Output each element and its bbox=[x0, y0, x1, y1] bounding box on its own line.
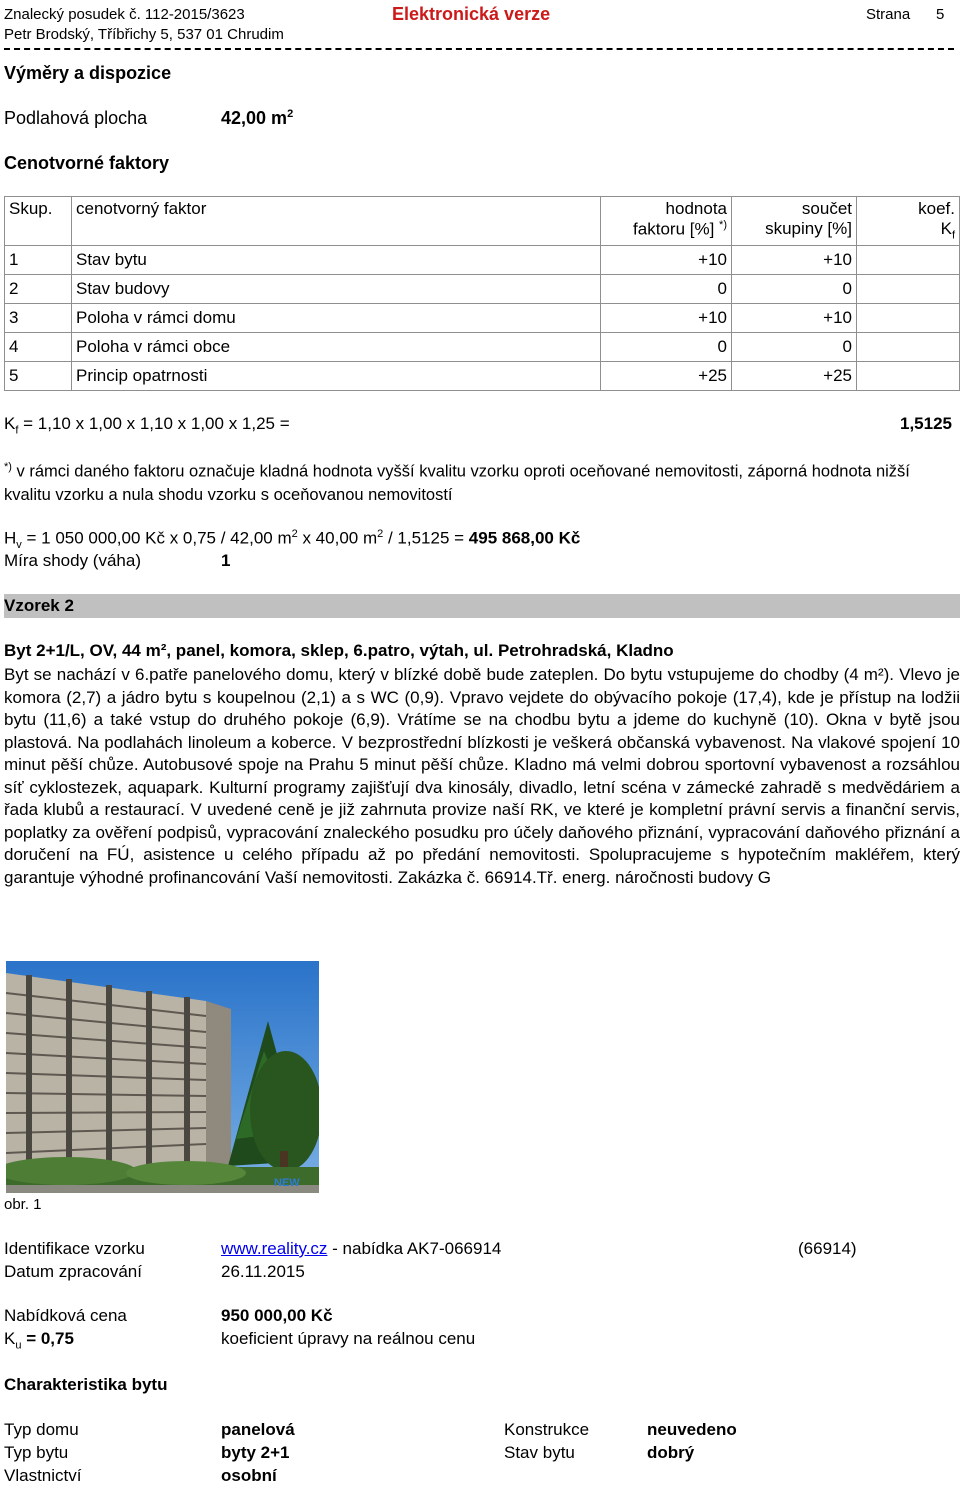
factor-note: *) v rámci daného faktoru označuje kladná hodnota vyšší kvalitu vzorku oproti oceňované nemovitosti, záporná hodnota nižší kvalitu vzorku a nula shodu vzorku s oceňovanou nemovitostí bbox=[4, 461, 910, 504]
hv-formula: $H_v = 1$ 050 000,00 Kč x 0,75 / 42,00 $m^2$ x 40,00 $m^2 / 1,5125 = 495$ 868,00 Kč bbox=[4, 528, 581, 552]
floor-area-value: 42,00 $m^2$ bbox=[221, 108, 294, 128]
ku-label: $K_u = 0,75$ bbox=[4, 1329, 74, 1352]
photo-caption: obr. 1 bbox=[4, 1196, 42, 1213]
table-row: 5 Princip opatrnosti +25 +25 bbox=[5, 362, 960, 391]
table-row: 2 Stav budovy 0 0 bbox=[5, 275, 960, 304]
char-label-2: Stav bytu bbox=[504, 1443, 575, 1462]
char-value-2: neuvedeno bbox=[647, 1420, 737, 1439]
table-row: 4 Poloha v rámci obce 0 0 bbox=[5, 333, 960, 362]
weight-label: Míra shody (váha) bbox=[4, 551, 141, 570]
price-value: 950 000,00 Kč bbox=[221, 1306, 333, 1325]
kf-result: 1,5125 bbox=[900, 414, 952, 433]
char-value: osobní bbox=[221, 1466, 277, 1485]
version-label: Elektronická verze bbox=[392, 4, 551, 24]
sample-title-bar bbox=[4, 594, 960, 618]
col-sum: součet skupiny [%] bbox=[732, 197, 857, 246]
id-label: Identifikace vzorku bbox=[4, 1239, 145, 1258]
page-label: Strana bbox=[866, 6, 911, 23]
sample-headline: Byt 2+1/L, OV, 44 m², panel, komora, sklep, 6.patro, výtah, ul. Petrohradská, Kladno bbox=[4, 641, 674, 660]
factors-table bbox=[4, 196, 960, 391]
table-row: 3 Poloha v rámci domu +10 +10 bbox=[5, 304, 960, 333]
char-label: Typ domu bbox=[4, 1420, 79, 1439]
char-label-2: Konstrukce bbox=[504, 1420, 590, 1439]
table-row: 1 Stav bytu +10 +10 bbox=[5, 246, 960, 275]
char-label: Vlastnictví bbox=[4, 1466, 82, 1485]
page-number: 5 bbox=[936, 6, 945, 23]
date-value: 26.11.2015 bbox=[221, 1262, 305, 1281]
col-value: hodnota faktoru [%] *) bbox=[601, 197, 732, 246]
section-title-vymery: Výměry a dispozice bbox=[4, 63, 172, 83]
ku-description: koeficient úpravy na reálnou cenu bbox=[221, 1329, 476, 1348]
char-label: Typ bytu bbox=[4, 1443, 69, 1462]
photo-watermark: NEW bbox=[274, 1177, 300, 1189]
section-title-faktory: Cenotvorné faktory bbox=[4, 153, 170, 173]
sample-photo bbox=[6, 961, 319, 1193]
char-value: panelová bbox=[221, 1420, 295, 1439]
id-code: (66914) bbox=[798, 1239, 857, 1258]
reality-link[interactable]: www.reality.cz bbox=[221, 1239, 328, 1258]
char-value-2: dobrý bbox=[647, 1443, 695, 1462]
author-line: Petr Brodský, Tříbřichy 5, 537 01 Chrudim bbox=[4, 26, 284, 43]
weight-value: 1 bbox=[221, 551, 231, 570]
kf-formula: $K_f = 1,10$ x 1,00 x 1,10 x 1,00 x 1,25 = bbox=[4, 414, 290, 437]
date-label: Datum zpracování bbox=[4, 1262, 142, 1281]
sample-title: Vzorek 2 bbox=[4, 596, 74, 615]
col-group: Skup. bbox=[5, 197, 72, 246]
price-label: Nabídková cena bbox=[4, 1306, 127, 1325]
col-koef: koef. $K_f$ bbox=[857, 197, 960, 246]
header-divider bbox=[4, 48, 954, 50]
id-value: www.reality.cz - nabídka AK7-066914 bbox=[221, 1239, 502, 1258]
col-factor: cenotvorný faktor bbox=[72, 197, 601, 246]
section-title-charakteristika: Charakteristika bytu bbox=[4, 1375, 168, 1394]
doc-number: Znalecký posudek č. 112-2015/3623 bbox=[4, 6, 245, 23]
char-value: byty 2+1 bbox=[221, 1443, 290, 1462]
sample-description: Byt se nachází v 6.patře panelového domu, který v blízké době bude zateplen. Do bytu vstupujeme do chodby (4 m²). Vlevo je komora (2,7) a jádro bytu s koupelnou (2,1) a s WC (0,9). Vpravo vejdete do obývacího pokoje (17,4), kde je přístup na lodžii bytu (11,6) a také vstup do druhého pokoje (6,9). Vrátíme se na chodbu bytu a jdeme do kuchyně (10). Okna v bytě jsou plastová. Na podlahách linoleum a koberce. V bezprostřední blízkosti je veškerá občanská vybavenost. Na vlakové spojení 10 minut pěší chůze. Autobusové spoje na Prahu 5 minut pěší chůze. Kladno má velmi dobrou sportovní vybavenost a rozsáhlou síť cyklostezek, aquapark. Kulturní programy zajišťují dva kinosály, divadlo, letní scéna v zámecké zahradě s medvědáriem a řada klubů a restaurací. V uvedené ceně je již zahrnuta provize naší RK, ve které je kompletní právní servis a finanční servis, poplatky za ověření podpisů, vypracování znaleckého posudku pro účely daňového přiznání, vypracování daňového přiznání a doručení na FÚ, asistence u celého případu až po předání nemovitosti. Spolupracujeme s hypotečním makléřem, který garantuje výhodné profinancování Vaší nemovitosti. Zakázka č. 66914.Tř. energ. náročnosti budovy G bbox=[4, 665, 960, 887]
floor-area-label: Podlahová plocha bbox=[4, 108, 148, 128]
factors-table-header bbox=[5, 197, 960, 246]
